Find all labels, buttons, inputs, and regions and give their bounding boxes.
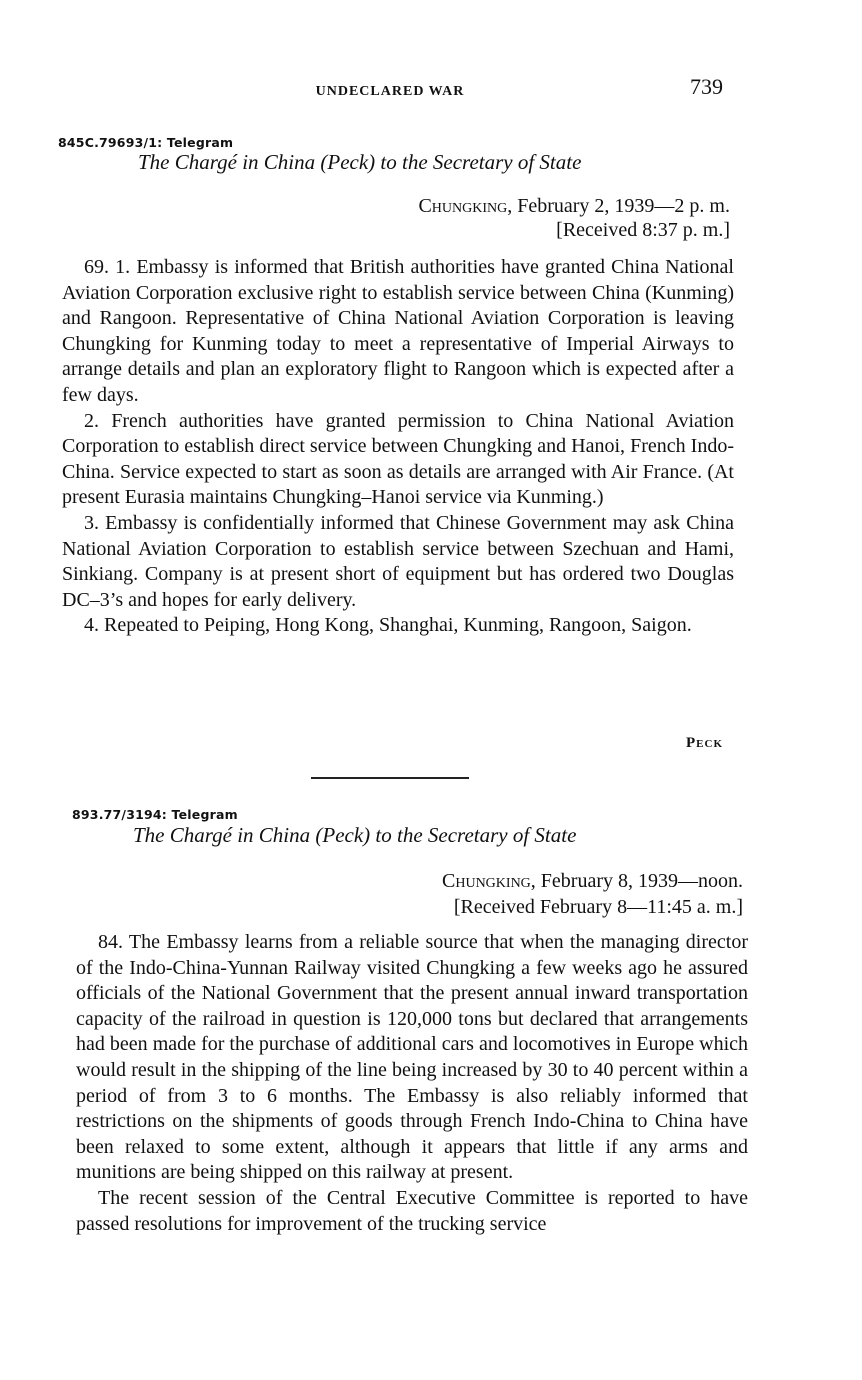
dateline (300, 870, 743, 893)
document-title: The Chargé in China (Peck) to the Secretary of State (133, 823, 577, 847)
dateline (300, 195, 730, 218)
body-paragraph: 69. 1. Embassy is informed that British authorities have granted China National Aviation Corporation exclusive right to establish service between China (Kunming) and Rangoon. Representative of China National Aviation Corporation is leaving Chungking for Kunming today to meet a representative of Imperial Airways to arrange details and plan an exploratory flight to Rangoon which is expected after a few days. (62, 256, 734, 406)
file-reference: 845C.79693/1: Telegram (58, 135, 234, 150)
body-paragraph: 2. French authorities have granted permission to China National Aviation Corporation to establish direct service between Chungking and Hanoi, French Indo-China. Service expected to start as soon as details are arranged with Air France. (At present Eurasia maintains Chungking–Hanoi service via Kunming.) (62, 409, 734, 509)
dateline-date: , February 2, 1939—2 p. m. (507, 195, 730, 217)
received-note: [Received 8:37 p. m.] (556, 219, 730, 241)
body-paragraph: The recent session of the Central Executive Committee is reported to have passed resolutions for improvement of the trucking service (76, 1186, 748, 1235)
dateline-date: , February 8, 1939—noon. (530, 870, 743, 892)
body-paragraph: 4. Repeated to Peiping, Hong Kong, Shanghai, Kunming, Rangoon, Saigon. (84, 614, 692, 637)
section-divider (311, 777, 469, 779)
body-paragraph: 84. The Embassy learns from a reliable source that when the managing director of the Indo-China-Yunnan Railway visited Chungking a few weeks ago he assured officials of the National Government that the present annual inward transportation capacity of the railroad in question is 120,000 tons but declared that arrangements had been made for the purchase of additional cars and locomotives in Europe which would result in the shipping of the line being increased by 30 to 40 percent within a period of from 3 to 6 months. The Embassy is also reliably informed that restrictions on the shipments of goods through French Indo-China to China have been relaxed to some extent, although it appears that little if any arms and munitions are being shipped on this railway at present. (76, 931, 748, 1184)
telegram-body (76, 930, 748, 1237)
page-number: 739 (690, 74, 723, 99)
dateline-place: Chungking (418, 195, 508, 217)
running-title: UNDECLARED WAR (315, 84, 465, 99)
dateline-place: Chungking (442, 870, 531, 892)
signature: Peck (686, 735, 723, 751)
document-title: The Chargé in China (Peck) to the Secretary of State (138, 150, 582, 174)
file-reference: 893.77/3194: Telegram (72, 807, 238, 822)
telegram-body (62, 255, 734, 639)
received-note: [Received February 8—11:45 a. m.] (453, 896, 743, 918)
body-paragraph: 3. Embassy is confidentially informed that Chinese Government may ask China National Aviation Corporation to establish service between Szechuan and Hami, Sinkiang. Company is at present short of equipment but has ordered two Douglas DC–3’s and hopes for early delivery. (62, 511, 734, 611)
